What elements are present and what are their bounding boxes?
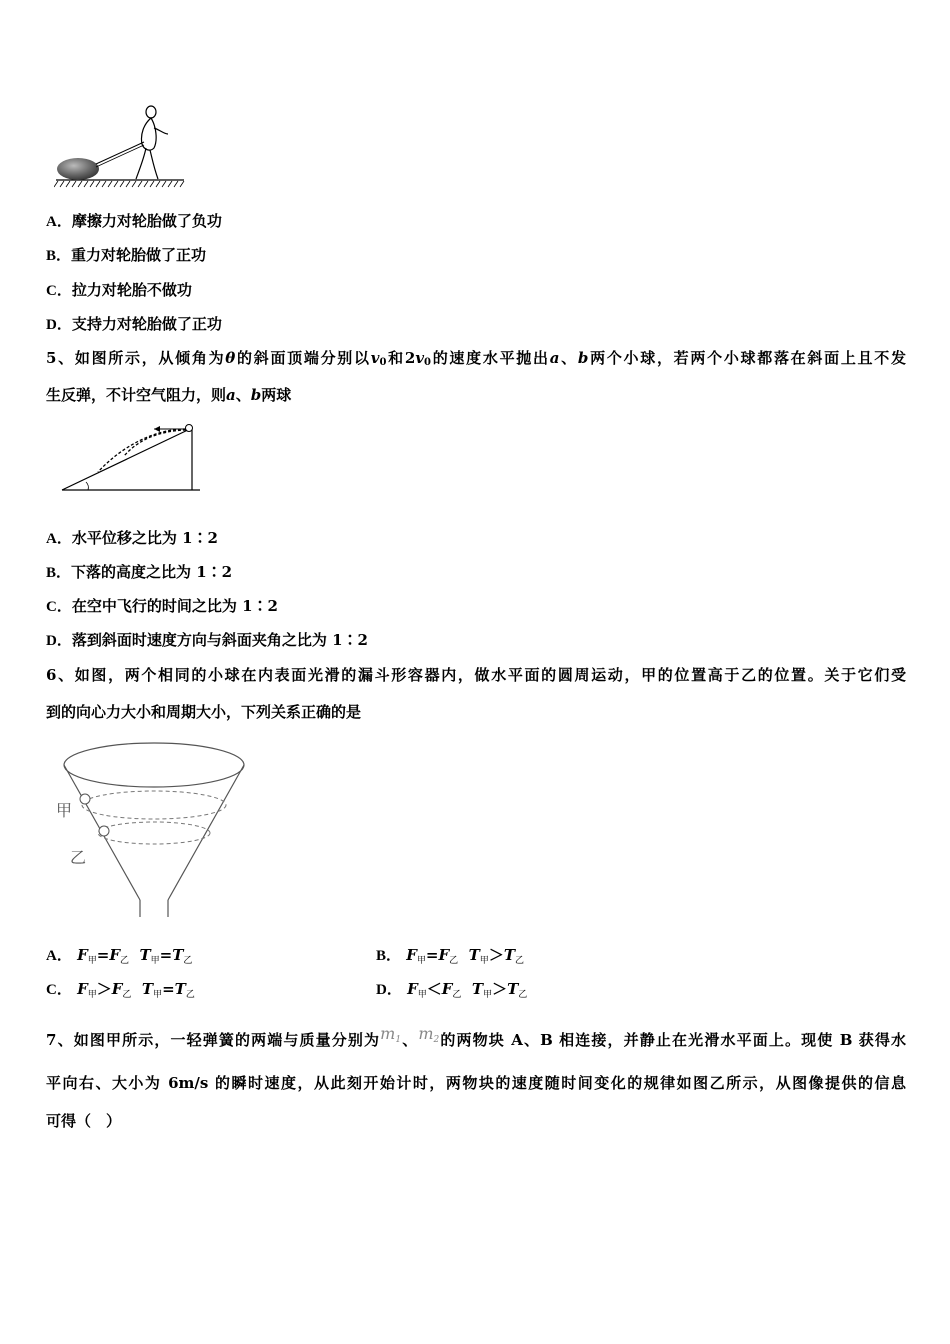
- q7-stem-line3: 可得（ ）: [46, 1112, 122, 1130]
- funnel-figure: [50, 735, 255, 925]
- q5-stem-line2: 生反弹，不计空气阻力，则a、b两球: [46, 386, 292, 404]
- q6-stem-line2: 到的向心力大小和周期大小，下列关系正确的是: [46, 703, 362, 721]
- q5-option-a[interactable]: A．水平位移之比为 1∶2: [46, 529, 218, 547]
- q4-option-b[interactable]: B．重力对轮胎做了正功: [46, 246, 207, 264]
- q6-option-c[interactable]: C． $F_甲>F_乙$ $T_甲=T_乙$: [46, 980, 195, 1000]
- q5-option-b[interactable]: B．下落的高度之比为 1∶2: [46, 563, 233, 581]
- ball: [186, 425, 193, 432]
- tire: [57, 158, 99, 180]
- q4-option-a[interactable]: A．摩擦力对轮胎做了负功: [46, 212, 222, 230]
- label-jia: 甲: [56, 801, 73, 820]
- person: [136, 106, 168, 179]
- q5-stem-line1: 5、如图所示，从倾角为θ的斜面顶端分别以$v_0$和$2v_0$的速度水平抛出a、b两个小球，若两个小球都落在斜面上且不发: [46, 349, 906, 368]
- label-yi: 乙: [70, 848, 87, 867]
- q5-option-d[interactable]: D．落到斜面时速度方向与斜面夹角之比为 1∶2: [46, 631, 368, 649]
- q6-stem-line1: 6、如图，两个相同的小球在内表面光滑的漏斗形容器内，做水平面的圆周运动，甲的位置高于乙的位置。关于它们受: [46, 666, 906, 684]
- q4-option-d[interactable]: D．支持力对轮胎做了正功: [46, 315, 222, 333]
- ball-yi: [99, 826, 109, 836]
- q6-option-b[interactable]: B． $F_甲=F_乙$ $T_甲>T_乙$: [376, 946, 525, 966]
- incline-projectile-figure: [58, 420, 204, 496]
- ball-jia: [80, 794, 90, 804]
- q7-stem-line2: 平向右、大小为 6m/s 的瞬时速度，从此刻开始计时，两物块的速度随时间变化的规律如图乙所示，从图像提供的信息: [46, 1074, 906, 1092]
- q7-stem-line1: 7、如图甲所示，一轻弹簧的两端与质量分别为m1、m2的两物块 A、B 相连接，并静止在光滑水平面上。现使 B 获得水: [46, 1024, 906, 1049]
- q6-option-a[interactable]: A． $F_甲=F_乙$ $T_甲=T_乙$: [46, 946, 193, 966]
- q5-option-c[interactable]: C．在空中飞行的时间之比为 1∶2: [46, 597, 278, 615]
- tire-pull-figure: [54, 100, 186, 190]
- q6-option-d[interactable]: D． $F_甲<F_乙$ $T_甲>T_乙$: [376, 980, 528, 1000]
- q4-option-c[interactable]: C．拉力对轮胎不做功: [46, 281, 192, 299]
